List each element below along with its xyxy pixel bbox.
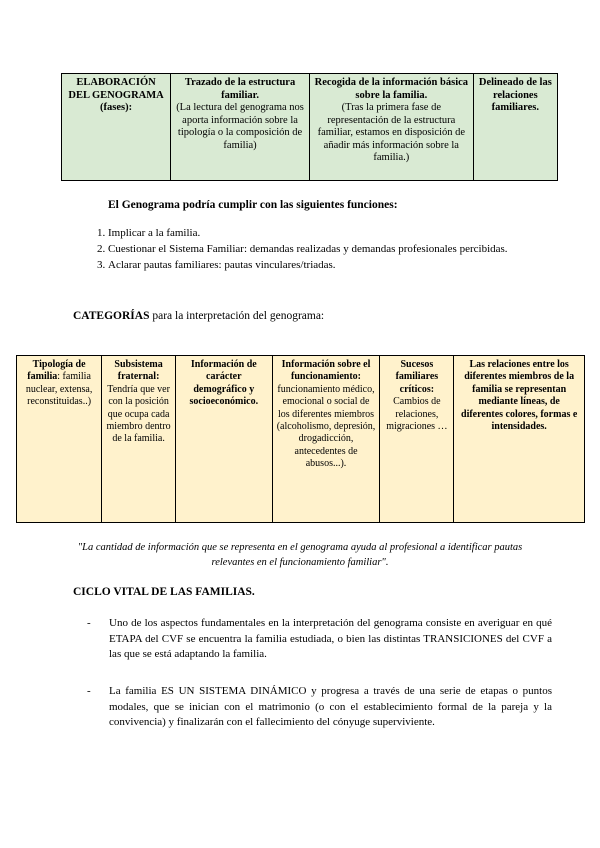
- table-row: [17, 356, 585, 523]
- category-relations-title: Las relaciones entre los diferentes miembros de la familia se representan mediante líneas, de diferentes colores, formas e intensidades.: [461, 359, 578, 433]
- category-critical-events-text: Cambios de relaciones, migraciones …: [386, 396, 448, 433]
- categories-intro-text: para la interpretación del genograma:: [149, 310, 325, 322]
- category-critical-events-title: Sucesos familiares críticos:: [395, 359, 439, 395]
- phase-information-text: (Tras la primera fase de representación de la estructura familiar, estamos en disposición de añadir más información sobre la familia.): [317, 102, 466, 163]
- category-typology-text: : familia nuclear, extensa, reconstituidas..): [25, 371, 93, 408]
- category-functioning-title: Información sobre el funcionamiento:: [281, 359, 371, 383]
- list-item: 2. Cuestionar el Sistema Familiar: demandas realizadas y demandas profesionales percibidas.: [108, 242, 550, 257]
- category-fraternal-cell: [102, 356, 176, 523]
- quote-note: "La cantidad de información que se representa en el genograma ayuda al profesional a identificar pautas relevantes en el funcionamiento familiar".: [77, 542, 523, 568]
- cycle-title: CICLO VITAL DE LAS FAMILIAS.: [73, 586, 255, 598]
- phase-information-title: Recogida de la información básica sobre la familia.: [314, 77, 469, 101]
- category-typology-cell: [17, 356, 102, 523]
- phase-structure-text: (La lectura del genograma nos aporta información sobre la tipología o la composición de familia): [176, 102, 304, 151]
- category-functioning-cell: [272, 356, 380, 523]
- phases-heading: ELABORACIÓN DEL GENOGRAMA (fases):: [68, 77, 164, 113]
- category-socioeconomic-cell: [176, 356, 273, 523]
- categories-intro: [73, 310, 324, 322]
- list-item: - La familia ES UN SISTEMA DINÁMICO y progresa a través de una serie de etapas o puntos modales, que se inician con el matrimonio (o con el establecimiento formal de la pareja y la convivencia) y finalizarán con el fallecimiento del cónyuge superviviente.: [109, 684, 552, 731]
- category-socioeconomic-title: Información de carácter demográfico y socioeconómico.: [189, 359, 259, 408]
- genogram-phases-table: [61, 73, 558, 181]
- category-typology-title: Tipología de familia: [27, 359, 86, 383]
- list-item: 3. Aclarar pautas familiares: pautas vinculares/triadas.: [108, 258, 550, 273]
- categories-intro-bold: CATEGORÍAS: [73, 310, 150, 322]
- category-functioning-text: funcionamiento médico, emocional o social de los diferentes miembros (alcoholismo, depresión, drogadicción, antecedentes de abusos...).: [276, 383, 376, 470]
- category-critical-events-cell: [380, 356, 454, 523]
- categories-table: [16, 355, 585, 523]
- phase-structure-title: Trazado de la estructura familiar.: [184, 77, 296, 101]
- category-fraternal-text: Tendría que ver con la posición que ocupa cada miembro dentro de la familia.: [106, 383, 171, 445]
- phases-heading-cell: [62, 74, 171, 181]
- phase-structure-cell: [171, 74, 310, 181]
- cycle-paragraph-2: [85, 684, 552, 731]
- category-relations-cell: [454, 356, 585, 523]
- phase-information-cell: [309, 74, 473, 181]
- table-row: [62, 74, 558, 181]
- list-item: 1. Implicar a la familia.: [108, 226, 550, 241]
- phase-relations-title: Delineado de las relaciones familiares.: [478, 77, 552, 113]
- functions-title: El Genograma podría cumplir con las siguientes funciones:: [108, 199, 398, 211]
- phase-relations-cell: [473, 74, 557, 181]
- category-fraternal-title: Subsistema fraternal:: [114, 359, 163, 383]
- list-item: - Uno de los aspectos fundamentales en la interpretación del genograma consiste en averiguar en qué ETAPA del CVF se encuentra la familia estudiada, o bien las distintas TRANSICIONES del CVF a las que se está adaptando la familia.: [109, 616, 552, 663]
- cycle-paragraph-1: [85, 616, 552, 663]
- functions-list: [86, 226, 550, 274]
